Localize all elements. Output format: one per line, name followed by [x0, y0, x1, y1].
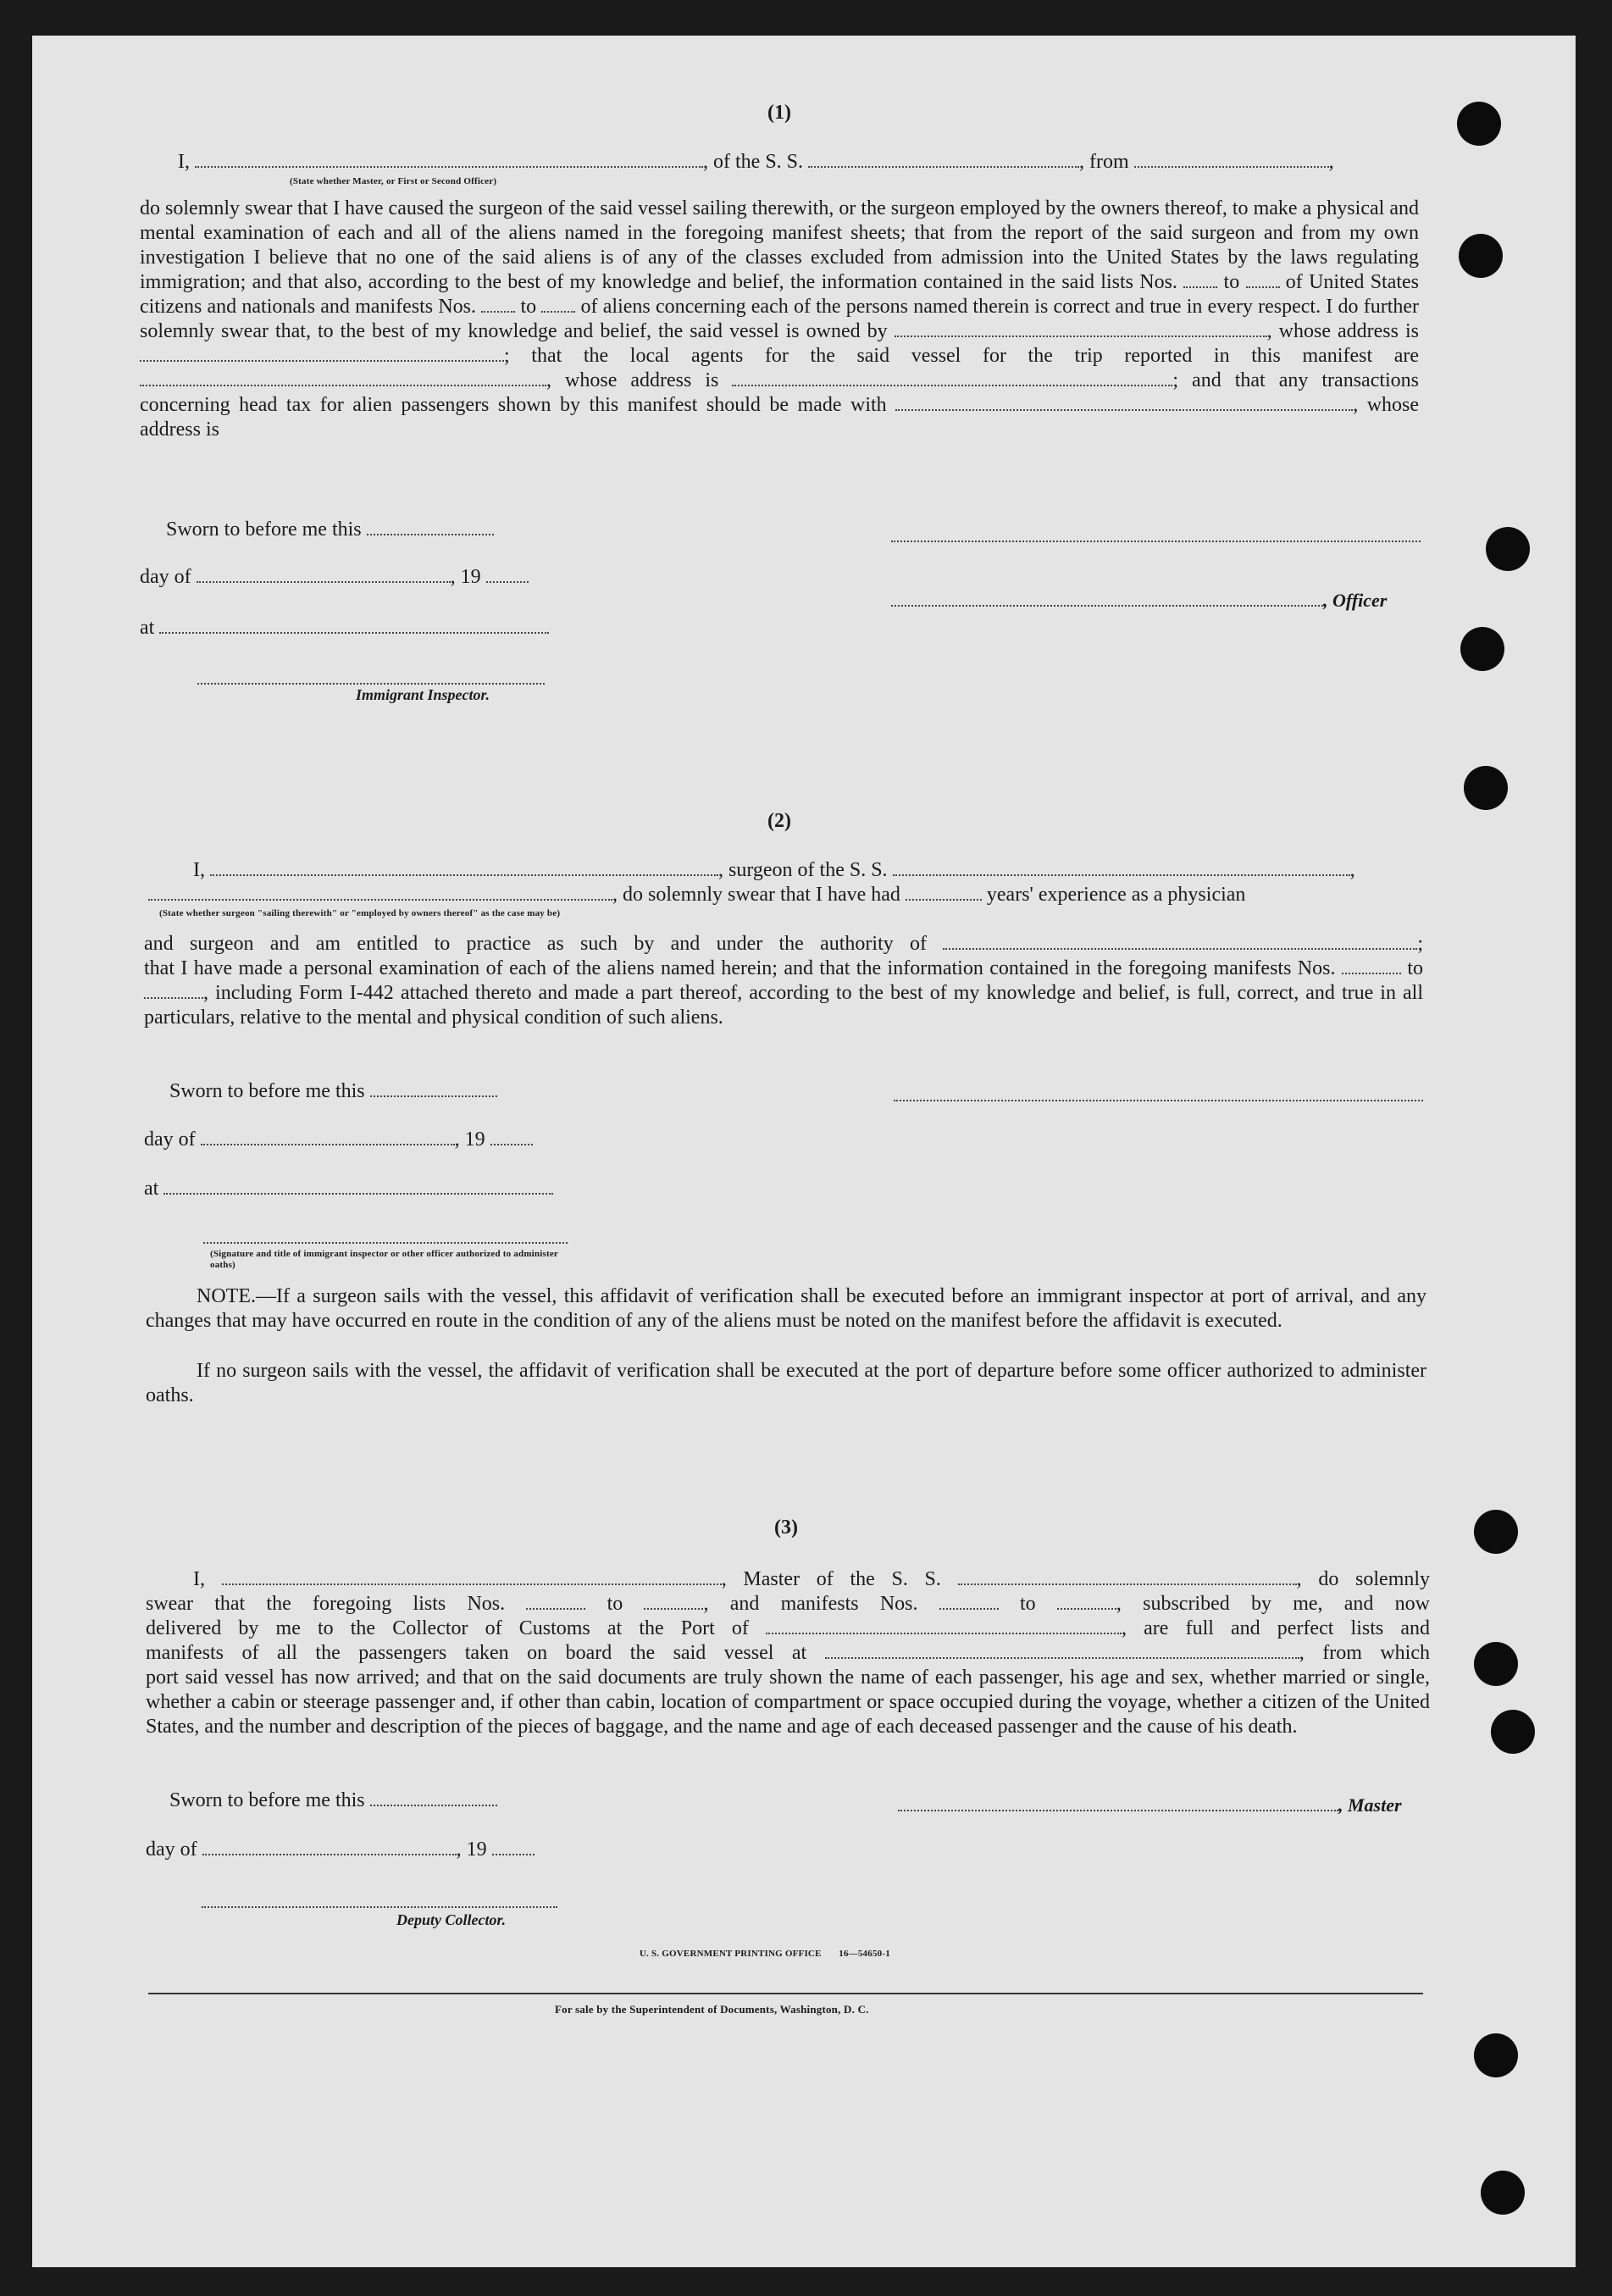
s2-authority-text: and surgeon and am entitled to practice as such by and under the authority of — [144, 933, 928, 955]
gpo-imprint: U. S. GOVERNMENT PRINTING OFFICE 16—54650-1 — [640, 1949, 890, 1959]
s2-years-text: years' experience as a physician — [986, 884, 1246, 906]
s3-i: I, — [193, 1568, 205, 1590]
s3-manifest-from-field[interactable] — [939, 1593, 999, 1610]
s2-officer-signature-line[interactable] — [203, 1242, 568, 1244]
s1-year-field[interactable] — [486, 566, 529, 583]
s2-comma: , — [1349, 859, 1355, 881]
s1-signature-line-1[interactable] — [891, 541, 1421, 542]
s2-dayof-row — [144, 1129, 533, 1151]
agents-address-field[interactable] — [732, 369, 1172, 386]
s2-exam-text: that I have made a personal examination of each of the aliens named herein; and that the information contained in the foregoing manifests Nos. — [144, 957, 1336, 979]
s1-body — [140, 197, 1419, 442]
inspector-label: Immigrant Inspector. — [356, 686, 490, 703]
s2-line1 — [193, 859, 1355, 882]
s3-month-field[interactable] — [202, 1838, 457, 1855]
s1-owner-address-label: , whose address is — [1266, 320, 1419, 342]
s3-board-text: manifests of all the passengers taken on board the said vessel at — [146, 1642, 807, 1664]
s3-port-field[interactable] — [766, 1617, 1122, 1634]
vessel-name-field[interactable] — [808, 151, 1079, 168]
s2-sworn-day-field[interactable] — [370, 1080, 497, 1097]
s3-nineteen: , 19 — [456, 1838, 487, 1861]
punch-hole — [1474, 1510, 1518, 1554]
authority-field[interactable] — [943, 933, 1417, 950]
master-signature-field[interactable] — [898, 1794, 1338, 1811]
s3-solemnly: , do solemnly — [1296, 1568, 1431, 1590]
s1-to-1: to — [1223, 271, 1240, 293]
s1-semicolon: ; — [504, 345, 510, 367]
owner-field[interactable] — [895, 320, 1267, 337]
officer-label: , Officer — [1323, 590, 1388, 611]
s2-nineteen: , 19 — [454, 1129, 485, 1151]
s2-year-field[interactable] — [490, 1129, 533, 1145]
s3-line3 — [146, 1617, 1430, 1641]
s3-board-port-field[interactable] — [825, 1642, 1299, 1659]
officer-name-field[interactable] — [195, 151, 703, 168]
s2-at-text: at — [144, 1178, 159, 1200]
s1-at-text: at — [140, 617, 155, 639]
punch-hole — [1474, 1642, 1518, 1686]
s1-comma: , — [546, 369, 551, 391]
s3-line1 — [193, 1567, 1430, 1592]
surgeon-status-field[interactable] — [148, 884, 612, 901]
s1-agents-text: that the local agents for the said vessel for the trip reported in this manifest are — [531, 345, 1420, 367]
alien-manifest-to-field[interactable] — [541, 296, 575, 313]
s2-at-row — [144, 1178, 553, 1201]
s1-sworn-row — [166, 519, 494, 541]
s3-dayof-text: day of — [146, 1838, 197, 1861]
s3-list-to-field[interactable] — [644, 1593, 703, 1610]
years-experience-field[interactable] — [906, 884, 982, 901]
s3-sworn-text: Sworn to before me this — [169, 1789, 365, 1811]
s1-line1-ss: , of the S. S. — [703, 151, 804, 173]
s1-sworn-text: Sworn to before me this — [166, 519, 362, 541]
s3-list-from-field[interactable] — [526, 1593, 585, 1610]
surgeon-status-note: (State whether surgeon "sailing therewith" or "employed by owners thereof" as the case may be) — [159, 908, 561, 918]
s3-line4 — [146, 1641, 1430, 1666]
punch-hole — [1464, 766, 1508, 810]
from-port-field[interactable] — [1134, 151, 1329, 168]
section-2-number: (2) — [767, 810, 791, 832]
s1-to-2: to — [520, 296, 537, 318]
punch-hole — [1457, 102, 1501, 146]
local-agents-field[interactable] — [140, 369, 546, 386]
s3-port-text: delivered by me to the Collector of Customs at the Port of — [146, 1617, 749, 1639]
s2-vessel-field[interactable] — [893, 859, 1350, 876]
s3-manifest-to-field[interactable] — [1057, 1593, 1116, 1610]
officer-rank-note: (State whether Master, or First or Second Officer) — [290, 176, 497, 186]
s1-at-field[interactable] — [159, 617, 549, 634]
s2-line2 — [148, 884, 1245, 907]
s2-belief-text: , including Form I-442 attached thereto and made a part thereof, according to the best of my knowledge and belief, is full, correct, and true in all particulars, relative to the mental and physical condition of such aliens. — [144, 982, 1423, 1029]
s2-note-1: NOTE.—If a surgeon sails with the vessel, this affidavit of verification shall be executed before an immigrant inspector at port of arrival, and any changes that may have occurred en route in the condition of any of the aliens must be noted on the manifest before the affidavit is executed. — [146, 1285, 1426, 1332]
s3-master-row — [898, 1794, 1402, 1817]
s2-to: to — [1407, 957, 1423, 979]
s1-line1-i: I, — [178, 151, 190, 173]
master-name-field[interactable] — [222, 1568, 722, 1585]
s2-at-field[interactable] — [163, 1178, 553, 1195]
s1-manifests-text: of United States citizens and nationals and manifests Nos. — [140, 271, 1420, 318]
s3-to-1: to — [607, 1593, 623, 1615]
s1-line1-from: , from — [1079, 151, 1129, 173]
citizen-list-to-field[interactable] — [1246, 271, 1280, 288]
s3-dayof-row — [146, 1838, 535, 1861]
alien-manifest-from-field[interactable] — [481, 296, 515, 313]
s1-officer-row — [891, 590, 1387, 613]
deputy-signature-line[interactable] — [202, 1906, 557, 1908]
s2-sworn-row — [169, 1080, 497, 1103]
s3-from-which: , from which — [1299, 1642, 1431, 1664]
s3-subscribed-text: , subscribed by me, and now — [1116, 1593, 1430, 1615]
s2-month-field[interactable] — [201, 1129, 455, 1145]
section-3-number: (3) — [774, 1517, 798, 1539]
s1-owner-text: of aliens concerning each of the persons named therein is correct and true in every respect. I do further solemnly swear that, to the best of my knowledge and belief, the said vessel is owned by — [140, 296, 1420, 342]
s2-sworn-text: Sworn to before me this — [169, 1080, 365, 1102]
surgeon-signature-line[interactable] — [894, 1100, 1423, 1101]
punch-hole — [1491, 1710, 1535, 1754]
punch-hole — [1481, 2171, 1525, 2215]
deputy-label: Deputy Collector. — [396, 1911, 506, 1928]
s2-surgeon-ss: , surgeon of the S. S. — [718, 859, 888, 881]
punch-hole — [1460, 627, 1504, 671]
punch-hole — [1474, 2033, 1518, 2077]
surgeon-name-field[interactable] — [210, 859, 718, 876]
inspector-signature-line[interactable] — [197, 683, 545, 685]
owner-address-field[interactable] — [140, 345, 504, 362]
s2-semicolon: ; — [1417, 933, 1424, 955]
section-1-number: (1) — [767, 102, 791, 124]
s2-manifest-from-field[interactable] — [1342, 957, 1401, 974]
s2-note-2: If no surgeon sails with the vessel, the affidavit of verification shall be executed at the port of departure before some officer authorized to administer oaths. — [146, 1360, 1426, 1406]
s1-sworn-day-field[interactable] — [367, 519, 494, 535]
s3-sworn-row — [169, 1789, 497, 1812]
s3-manifests-text: , and manifests Nos. — [703, 1593, 918, 1615]
s3-lists-text: swear that the foregoing lists Nos. — [146, 1593, 506, 1615]
punch-hole — [1459, 234, 1503, 278]
s3-perfect-text: , are full and perfect lists and — [1122, 1617, 1430, 1639]
footer-rule — [148, 1993, 1423, 1994]
s3-sworn-day-field[interactable] — [370, 1789, 497, 1806]
s2-p1 — [144, 932, 1423, 957]
citizen-list-from-field[interactable] — [1183, 271, 1217, 288]
s1-month-field[interactable] — [197, 566, 451, 583]
s1-body-text: do solemnly swear that I have caused the surgeon of the said vessel sailing therewith, or the surgeon employed by the owners thereof, to make a physical and mental examination of each and all of the aliens named in the foregoing manifest sheets; that from the report of the said surgeon and from my own investigation I believe that no one of the said aliens is of any of the classes excluded from admission into the United States by the laws regulating immigration; and that also, according to the best of my knowledge and belief, the information contained in the said lists Nos. — [140, 197, 1419, 293]
s2-i: I, — [193, 859, 205, 881]
punch-hole — [1486, 527, 1530, 571]
s3-year-field[interactable] — [492, 1838, 535, 1855]
s3-to-2: to — [1019, 1593, 1036, 1615]
s1-head-tax-text: ; and that any transactions concerning head tax for alien passengers shown by this manifest should be made with — [140, 369, 1420, 416]
s1-at-row — [140, 617, 549, 640]
sale-notice: For sale by the Superintendent of Documents, Washington, D. C. — [555, 2003, 869, 2016]
s1-dayof-text: day of — [140, 566, 191, 588]
s2-manifest-to-field[interactable] — [144, 982, 203, 999]
officer-signature-field[interactable] — [891, 590, 1323, 607]
s1-head-tax-address-label: , whose address is — [140, 394, 1420, 441]
s1-nineteen: , 19 — [450, 566, 481, 588]
s1-agents-address-label: whose address is — [565, 369, 719, 391]
s3-master-ss: , Master of the S. S. — [721, 1568, 941, 1590]
master-label: , Master — [1338, 1794, 1402, 1816]
s1-line1 — [178, 151, 1334, 174]
s3-vessel-field[interactable] — [958, 1568, 1297, 1585]
s1-line1-comma: , — [1328, 151, 1334, 173]
s2-signature-note: (Signature and title of immigrant inspector or other officer authorized to administer oaths) — [210, 1249, 558, 1270]
s2-swear-text: , do solemnly swear that I have had — [612, 884, 900, 906]
s2-p2 — [144, 957, 1423, 1030]
s2-dayof-text: day of — [144, 1129, 196, 1151]
s3-rest: port said vessel has now arrived; and that on the said documents are truly shown the name of each passenger, his age and sex, whether married or single, whether a cabin or steerage passenger and, if other than cabin, location of compartment or space occupied during the voyage, whether a citizen of the United States, and the number and description of the pieces of baggage, and the name and age of each deceased passenger and the cause of his death. — [146, 1667, 1430, 1738]
s1-dayof-row — [140, 566, 529, 589]
head-tax-contact-field[interactable] — [895, 394, 1353, 411]
s3-line2 — [146, 1592, 1430, 1617]
